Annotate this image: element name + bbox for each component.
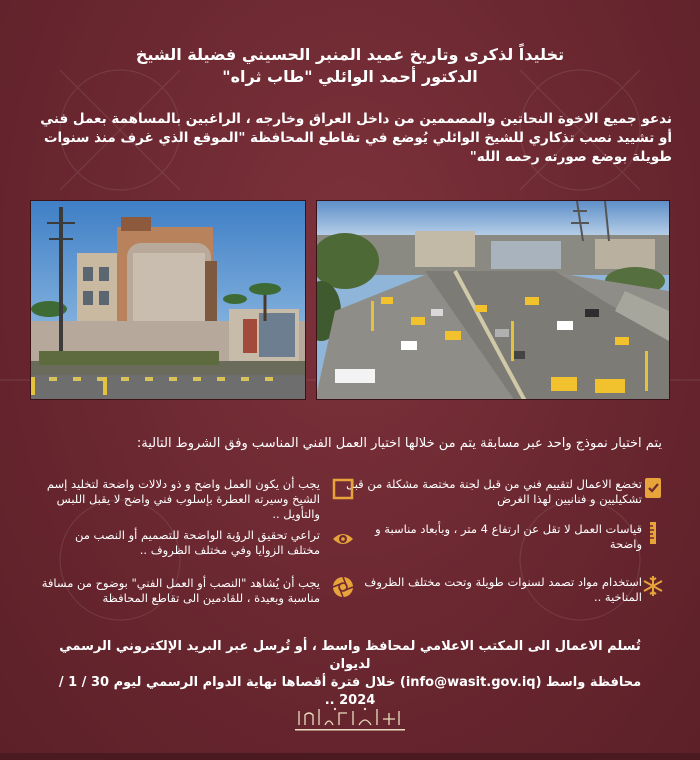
aperture-icon xyxy=(332,576,354,598)
submission-line-1: تُسلم الاعمال الى المكتب الاعلامي لمحافظ واسط ، أو تُرسل عبر البريد الإلكتروني الرسمي لديوان xyxy=(59,639,641,672)
intersection-photo xyxy=(316,200,670,400)
condition-item: تخضع الاعمال لتقييم فني من قبل لجنة مختصة مشكلة من قبل تشكيليين و فنانيين لهذا الغرض xyxy=(345,477,642,506)
square-icon xyxy=(332,478,354,500)
snowflake-icon xyxy=(642,575,664,597)
submission-note xyxy=(40,638,660,710)
bottom-bar xyxy=(0,753,700,760)
eye-icon xyxy=(332,528,354,550)
ruler-icon xyxy=(642,522,664,544)
condition-item: قياسات العمل لا تقل عن ارتفاع 4 متر ، وبأبعاد مناسبة و واضحة xyxy=(375,522,642,551)
intro-paragraph: ندعو جميع الاخوة النحاتين والمصممين من داخل العراق وخارجه ، الراغبين بالمساهمة بعمل فني أو تشييد نصب تذكاري للشيخ الوائلي يُوضع في تقاطع المحافظة "الموقع الذي غرف منذ سنوات طويلة بوضع صورته رحمه الله" xyxy=(40,111,672,165)
poster-title xyxy=(40,44,660,88)
check-icon xyxy=(642,477,664,499)
condition-item: يجب أن يُشاهد "النصب أو العمل الفني" بوضوح من مسافة مناسبة وبعيدة ، للقادمين الى تقاطع المحافظة xyxy=(41,576,320,605)
condition-item: استخدام مواد تصمد لسنوات طويلة وتحت مختلف الظروف المناخية .. xyxy=(364,575,642,604)
title-line-1: تخليداً لذكرى وتاريخ عميد المنبر الحسيني فضيلة الشيخ xyxy=(135,45,565,64)
title-line-2: الدكتور أحمد الوائلي "طاب ثراه" xyxy=(222,67,478,86)
condition-item: يجب أن يكون العمل واضح و ذو دلالات واضحة لتخليد إسم الشيخ وسيرته العطرة بإسلوب فني واضح لا يقبل اللبس والتأويل .. xyxy=(46,477,320,521)
monument-wall-photo xyxy=(30,200,306,400)
media-office-logo xyxy=(295,705,405,731)
conditions-heading: يتم اختيار نموذج واحد عبر مسابقة يتم من خلالها اختيار العمل الفني المناسب وفق الشروط التالية: xyxy=(136,436,662,451)
condition-item: تراعي تحقيق الرؤية الواضحة للتصميم أو النصب من مختلف الزوايا وفي مختلف الظروف .. xyxy=(74,528,320,557)
submission-line-2: محافظة واسط (info@wasit.gov.iq) خلال فترة أقصاها نهاية الدوام الرسمي ليوم 30 / 1 / 2024 .. xyxy=(58,675,642,708)
